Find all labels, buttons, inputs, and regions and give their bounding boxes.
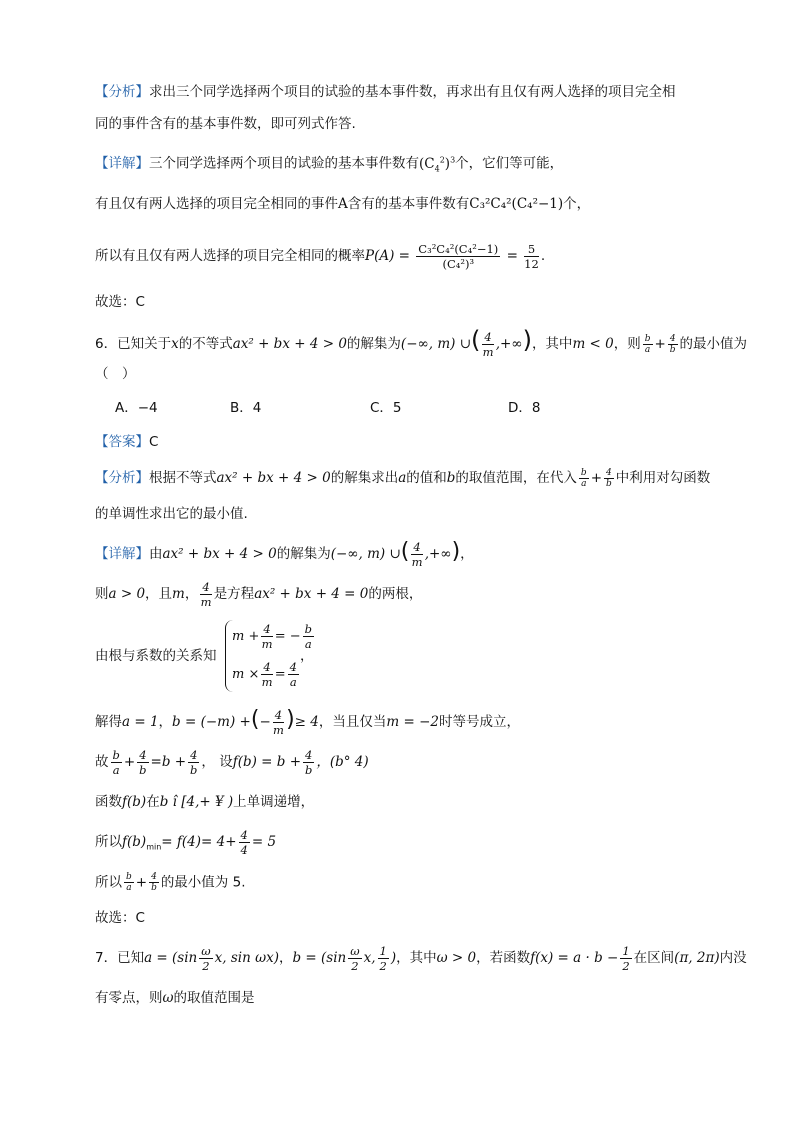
choose-line-2: 故选：C — [95, 910, 145, 926]
probability-result: $\frac{5}{12}$ — [524, 241, 539, 271]
q6-detail-line-5: 故 $\frac{b}{a}$ + $\frac{4}{b}$ =b + $\frac{4}{b}$ ， 设f(b) = b + $\frac{4}{b}$ ，(b° 4) — [95, 747, 369, 777]
choose-line-1: 故选：C — [95, 294, 145, 310]
detail-line-1: 【详解】三个同学选择两个项目的试验的基本事件数有$(C_4^2)^3$个，它们等可能， — [95, 155, 564, 174]
probability-line: 所以有且仅有两人选择的项目完全相同的概率P(A) = $\frac{\text{C₃²C₄²(C₄²−1)}}{\text{(C₄²)³}}$ = $\frac{5}{12}$ . — [95, 241, 546, 271]
question-7-line-2: 有零点，则ω的取值范围是 — [95, 990, 255, 1006]
q6-detail-line-1: 【详解】由ax² + bx + 4 > 0的解集为(−∞, m) ∪( $\frac{4}{m}$ ,+∞)， — [95, 539, 474, 569]
detail-line-2: 有且仅有两人选择的项目完全相同的事件A含有的基本事件数有C₃²C₄²(C₄²−1)个， — [95, 196, 591, 212]
q6-detail-line-4: 解得a = 1，b = (−m) +(− $\frac{4}{m}$ )≥ 4，当且仅当m = −2时等号成立， — [95, 707, 520, 737]
question-6-paren: （ ） — [95, 366, 136, 382]
q6-detail-line-8: 所以 $\frac{b}{a}$ + $\frac{4}{b}$ 的最小值为 5. — [95, 872, 246, 893]
q6-analysis-line-1: 【分析】根据不等式ax² + bx + 4 > 0的解集求出a的值和b的取值范围，在代入 $\frac{b}{a}$ + $\frac{4}{b}$ 中利用对勾函数 — [95, 467, 711, 489]
answer-tag: 【答案】 — [95, 434, 149, 450]
question-7-stem: 7．已知a = (sin $\frac{\omega}{2}$ x, sin ωx)，b = (sin $\frac{\omega}{2}$ x, $\frac{1}{2}$ )，其中ω > 0，若函数f(x) = a · b − $\frac{1}{2}$ 在区间(π, 2π)内没 — [95, 943, 747, 973]
probability-fraction: $\frac{\text{C₃²C₄²(C₄²−1)}}{\text{(C₄²)³}}$ — [418, 241, 499, 271]
q6-detail-line-3: 由根与系数的关系知 — [95, 648, 217, 664]
option-b[interactable]: B．4 — [230, 400, 262, 416]
option-a[interactable]: A．−4 — [115, 400, 158, 416]
q6-detail-line-2: 则a > 0，且m， $\frac{4}{m}$ 是方程ax² + bx + 4 = 0的两根， — [95, 579, 423, 609]
q6-detail-line-7: 所以$f(b)_{min}= f(4)= 4+$ $\frac{4}{4}$ = 5 — [95, 827, 277, 857]
analysis-line-2: 同的事件含有的基本事件数，即可列式作答. — [95, 116, 356, 132]
option-d[interactable]: D．8 — [508, 400, 541, 416]
q6-analysis-line-2: 的单调性求出它的最小值. — [95, 506, 248, 522]
question-6-options — [95, 398, 714, 418]
answer-line: 【答案】C — [95, 434, 159, 450]
question-6-stem: 6．已知关于x的不等式ax² + bx + 4 > 0的解集为(−∞, m) ∪( $\frac{4}{m}$ ,+∞)，其中m < 0，则 $\frac{b}{a}$ + $\frac{4}{b}$ 的最小值为 — [95, 326, 748, 359]
analysis-tag: 【分析】 — [95, 84, 149, 100]
option-c[interactable]: C．5 — [370, 400, 402, 416]
analysis-line-1: 【分析】求出三个同学选择两个项目的试验的基本事件数，再求出有且仅有两人选择的项目完全相 — [95, 84, 676, 100]
document-page: 【分析】求出三个同学选择两个项目的试验的基本事件数，再求出有且仅有两人选择的项目完全相 同的事件含有的基本事件数，即可列式作答. 【详解】三个同学选择两个项目的试验的基本事件数有$(C_4^2)^3$个，它们等可能， 有且仅有两人选择的项目完全相同的事件A含有的基本事件数有C₃²C₄²(C₄²−1)个， 所以有且仅有两人选择的项目完全相同的概率P(A) = $\frac{\text{C₃²C₄²(C₄²−1)}}{\text{(C₄²)³}}$ = $\frac{5}{12}$ . 故选：C 6．已知关于x的不等式ax² + bx + 4 > 0的解集为(−∞, m) ∪( $\frac{4}{m}$ ,+∞)，其中m < 0，则 $\frac{b}{a}$ + $\frac{4}{b}$ 的最小值为 （ ） A．−4 B．4 C．5 D．8 【答案】C 【分析】根据不等式ax² + bx + 4 > 0的解集求出a的值和b的取值范围，在代入 $\frac{b}{a}$ + $\frac{4}{b}$ 中利用对勾函数 的单调性求出它的最小值. 【详解】由ax² + bx + 4 > 0的解集为(−∞, m) ∪( $\frac{4}{m}$ ,+∞)， 则a > 0，且m， $\frac{4}{m}$ 是方程ax² + bx + 4 = 0的两根， 由根与系数的关系知 m + $\frac{4}{m}$ = − $\frac{b}{a}$ m × $\frac{4}{m}$ = $\frac{4}{a}$ ， 解得a = 1，b = (−m) +(− $\frac{4}{m}$ )≥ 4，当且仅当m = −2时等号成立， 故 $\frac{b}{a}$ + $\frac{4}{b}$ =b + $\frac{4}{b}$ ， 设f(b) = b + $\frac{4}{b}$ ，(b° 4) 函数f(b)在b î [4,+ ¥ )上单调递增， 所以$f(b)_{min}= f(4)= 4+$ $\frac{4}{4}$ = 5 所以 $\frac{b}{a}$ + $\frac{4}{b}$ 的最小值为 5. 故选：C 7．已知a = (sin $\frac{\omega}{2}$ x, sin ωx)，b = (sin $\frac{\omega}{2}$ x, $\frac{1}{2}$ )，其中ω > 0，若函数f(x) = a · b − $\frac{1}{2}$ 在区间(π, 2π)内没 有零点，则ω的取值范围是 — [95, 84, 748, 1006]
detail-tag: 【详解】 — [95, 155, 149, 172]
q6-detail-line-6: 函数f(b)在b î [4,+ ¥ )上单调递增， — [95, 794, 315, 810]
vieta-system: m + $\frac{4}{m}$ = − $\frac{b}{a}$ m × $\frac{4}{m}$ = $\frac{4}{a}$ — [225, 620, 316, 692]
